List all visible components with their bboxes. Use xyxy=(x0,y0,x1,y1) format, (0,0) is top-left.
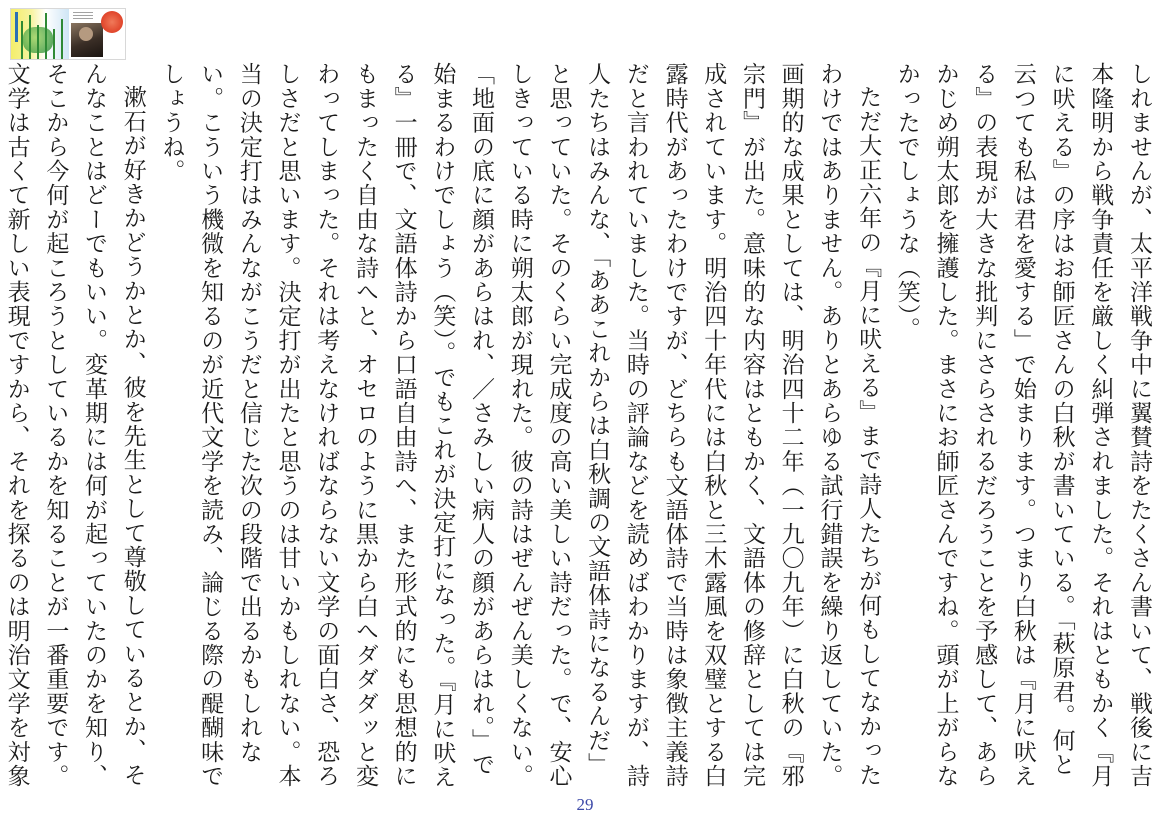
paragraph: ただ大正六年の『月に吠える』まで詩人たちが何もしてなかったわけではありません。ありとあらゆる試行錯誤を繰り返していた。画期的な成果としては、明治四十二年（一九〇九年）に白秋の『邪宗門』が出た。意味的な内容はともかく、文語体の修辞としては完成されています。明治四十年代には白秋と三木露風を双璧とする白露時代があったわけですが、どちらも文語体詩で当時は象徴主義詩だと言われていました。当時の評論などを読めばわかりますが、詩人たちはみんな、「ああこれからは白秋調の文語体詩になるんだ」と思っていた。そのくらい完成度の高い美しい詩だった。で、安心しきっている時に朔太郎が現れた。彼の詩はぜんぜん美しくない。「地面の底に顔があらはれ、／さみしい病人の顔があらはれ。」で始まるわけでしょう（笑）。でもこれが決定打になった。『月に吠える』一冊で、文語体詩から口語自由詩へ、また形式的にも思想的にもまったく自由な詩へと、オセロのように黒から白へダダダッと変わってしまった。それは考えなければならない文学の面白さ、恐ろしさだと思います。決定打が出たと思うのは甘いかもしれない。本当の決定打はみんながこうだと信じた次の段階で出るかもしれない。こういう機微を知るのが近代文学を読み、論じる際の醍醐味でしょうね。 xyxy=(158,62,882,790)
book-cover-thumbnail-icon xyxy=(10,8,126,60)
paragraph: 漱石が好きかどうかとか、彼を先生として尊敬しているとか、そんなことはどーでもいい。変革期には何が起っていたのかを知り、そこから今何が起ころうとしているかを知ることが一番重要です。文学は古くて新しい表現ですから、それを探るのは明治文学を対象 xyxy=(4,62,146,788)
cover-illustration xyxy=(11,9,69,59)
cover-photo xyxy=(69,9,125,59)
vertical-body-text xyxy=(4,62,1158,792)
paragraph: しれませんが、太平洋戦争中に翼賛詩をたくさん書いて、戦後に吉本隆明から戦争責任を厳しく糾弾されました。それはともかく『月に吠える』の序はお師匠さんの白秋が書いている。「萩原君。何と云つても私は君を愛する」で始まります。つまり白秋は『月に吠える』の表現が大きな批判にさらされるだろうことを予感して、あらかじめ朔太郎を擁護した。まさにお師匠さんですね。頭が上がらなかったでしょうな（笑）。 xyxy=(893,62,1152,788)
page-number: 29 xyxy=(576,795,594,814)
